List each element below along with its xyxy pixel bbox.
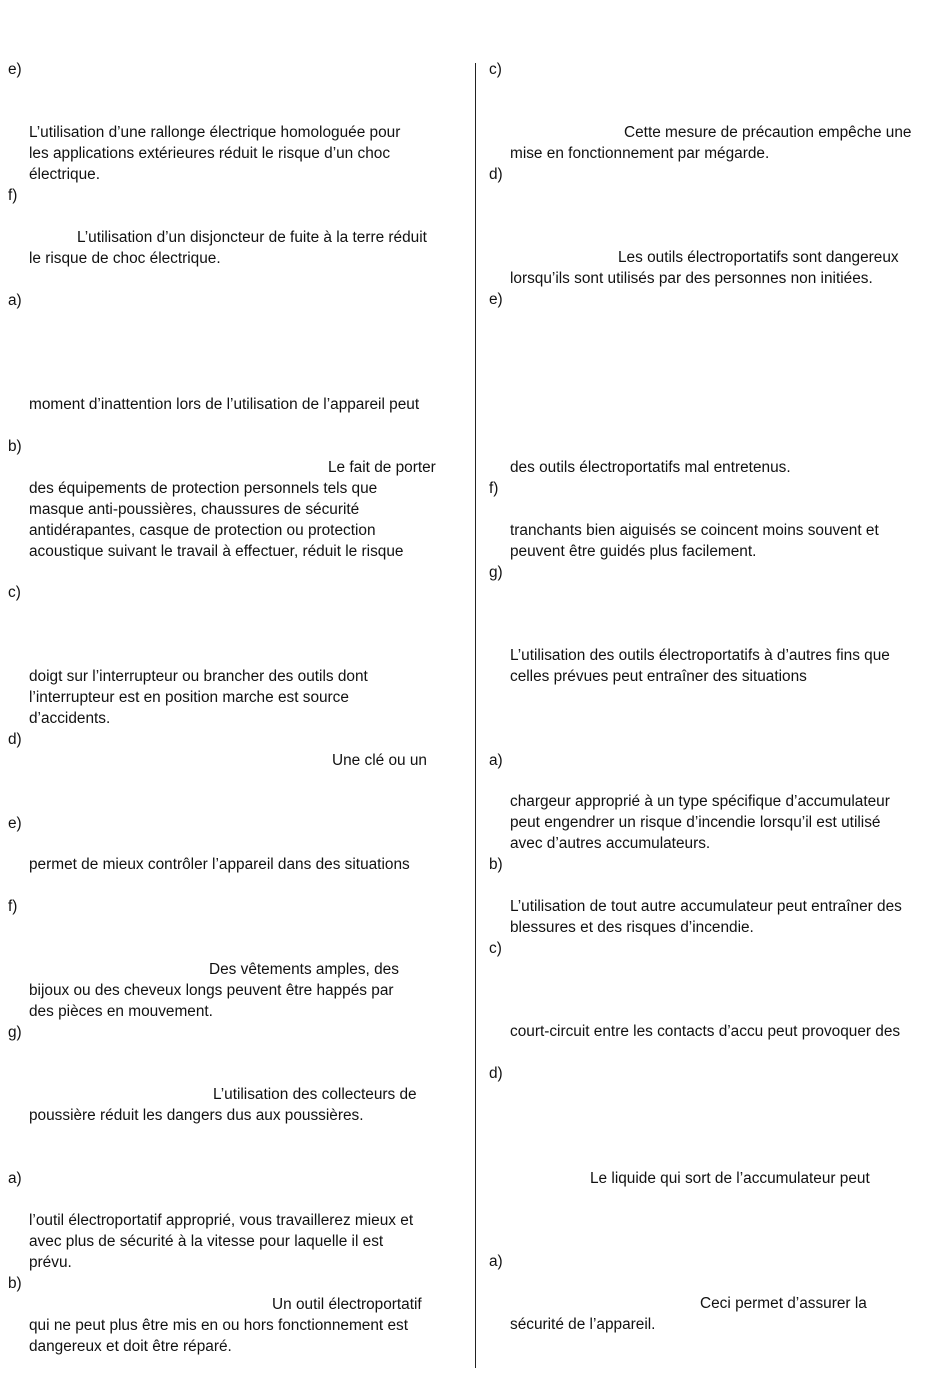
paragraph-line: Le fait de porter	[328, 459, 436, 476]
paragraph-line: poussière réduit les dangers dus aux poussières.	[29, 1107, 364, 1124]
item-label: g)	[8, 1024, 22, 1041]
item-label: c)	[489, 61, 502, 78]
item-label: a)	[489, 752, 503, 769]
paragraph-line: Les outils électroportatifs sont dangereux	[618, 249, 899, 266]
paragraph-line: l’interrupteur est en position marche est source	[29, 689, 349, 706]
paragraph-line: acoustique suivant le travail à effectuer, réduit le risque	[29, 543, 404, 560]
item-label: d)	[489, 1065, 503, 1082]
paragraph-line: dangereux et doit être réparé.	[29, 1338, 232, 1355]
paragraph-line: Cette mesure de précaution empêche une	[624, 124, 912, 141]
item-label: a)	[489, 1253, 503, 1270]
paragraph-line: chargeur approprié à un type spécifique d’accumulateur	[510, 793, 890, 810]
paragraph-line: tranchants bien aiguisés se coincent moins souvent et	[510, 522, 879, 539]
paragraph-line: avec d’autres accumulateurs.	[510, 835, 711, 852]
paragraph-line: antidérapantes, casque de protection ou protection	[29, 522, 376, 539]
paragraph-line: Le liquide qui sort de l’accumulateur peut	[590, 1170, 870, 1187]
column-divider	[475, 63, 476, 1368]
paragraph-line: Des vêtements amples, des	[209, 961, 399, 978]
item-label: e)	[8, 61, 22, 78]
paragraph-line: bijoux ou des cheveux longs peuvent être happés par	[29, 982, 394, 999]
paragraph-line: mise en fonctionnement par mégarde.	[510, 145, 770, 162]
paragraph-line: L’utilisation d’une rallonge électrique homologuée pour	[29, 124, 401, 141]
item-label: b)	[8, 1275, 22, 1292]
paragraph-line: l’outil électroportatif approprié, vous travaillerez mieux et	[29, 1212, 414, 1229]
paragraph-line: des pièces en mouvement.	[29, 1003, 213, 1020]
paragraph-line: le risque de choc électrique.	[29, 250, 221, 267]
paragraph-line: prévu.	[29, 1254, 72, 1271]
paragraph-line: L’utilisation d’un disjoncteur de fuite à la terre réduit	[77, 229, 427, 246]
item-label: c)	[8, 584, 21, 601]
item-label: a)	[8, 1170, 22, 1187]
item-label: d)	[489, 166, 503, 183]
item-label: e)	[489, 291, 503, 308]
paragraph-line: lorsqu’ils sont utilisés par des personnes non initiées.	[510, 270, 873, 287]
paragraph-line: peuvent être guidés plus facilement.	[510, 543, 757, 560]
paragraph-line: L’utilisation des outils électroportatifs à d’autres fins que	[510, 647, 890, 664]
item-label: f)	[8, 187, 18, 204]
paragraph-line: Un outil électroportatif	[272, 1296, 422, 1313]
paragraph-line: L’utilisation de tout autre accumulateur peut entraîner des	[510, 898, 902, 915]
paragraph-line: Ceci permet d’assurer la	[700, 1295, 867, 1312]
paragraph-line: des équipements de protection personnels tels que	[29, 480, 378, 497]
paragraph-line: moment d’inattention lors de l’utilisation de l’appareil peut	[29, 396, 420, 413]
paragraph-line: court-circuit entre les contacts d’accu peut provoquer des	[510, 1023, 901, 1040]
paragraph-line: sécurité de l’appareil.	[510, 1316, 656, 1333]
item-label: c)	[489, 940, 502, 957]
paragraph-line: doigt sur l’interrupteur ou brancher des outils dont	[29, 668, 368, 685]
paragraph-line: masque anti-poussières, chaussures de sécurité	[29, 501, 360, 518]
item-label: a)	[8, 292, 22, 309]
paragraph-line: d’accidents.	[29, 710, 111, 727]
paragraph-line: Une clé ou un	[332, 752, 427, 769]
item-label: d)	[8, 731, 22, 748]
paragraph-line: blessures et des risques d’incendie.	[510, 919, 754, 936]
paragraph-line: les applications extérieures réduit le risque d’un choc	[29, 145, 391, 162]
paragraph-line: électrique.	[29, 166, 101, 183]
paragraph-line: L’utilisation des collecteurs de	[213, 1086, 417, 1103]
item-label: b)	[8, 438, 22, 455]
paragraph-line: avec plus de sécurité à la vitesse pour laquelle il est	[29, 1233, 384, 1250]
item-label: b)	[489, 856, 503, 873]
item-label: f)	[489, 480, 499, 497]
paragraph-line: peut engendrer un risque d’incendie lorsqu’il est utilisé	[510, 814, 881, 831]
item-label: g)	[489, 564, 503, 581]
item-label: e)	[8, 815, 22, 832]
paragraph-line: qui ne peut plus être mis en ou hors fonctionnement est	[29, 1317, 409, 1334]
paragraph-line: des outils électroportatifs mal entretenus.	[510, 459, 791, 476]
paragraph-line: permet de mieux contrôler l’appareil dans des situations	[29, 856, 410, 873]
paragraph-line: celles prévues peut entraîner des situations	[510, 668, 807, 685]
item-label: f)	[8, 898, 18, 915]
